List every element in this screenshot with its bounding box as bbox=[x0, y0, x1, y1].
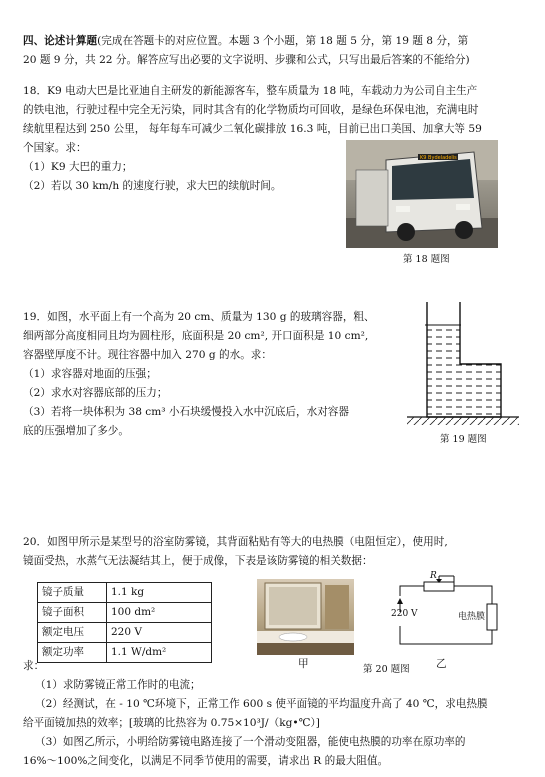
table-cell: 220 V bbox=[107, 623, 212, 643]
mirror-illustration bbox=[257, 579, 354, 655]
q20-ask: 求： bbox=[23, 660, 45, 672]
q19-part-2: （2）求水对容器底部的压力； bbox=[23, 387, 168, 399]
q18-line-1: 18．K9 电动大巴是比亚迪自主研发的新能源客车，整车质量为 18 吨，车载动力为公司自主生产 bbox=[23, 85, 478, 97]
table-row bbox=[38, 583, 212, 603]
table-cell: 额定功率 bbox=[38, 643, 107, 663]
q19-part-3: （3）若将一块体积为 38 cm³ 小石块缓慢投入水中沉底后，水对容器 bbox=[23, 406, 349, 418]
bus-illustration bbox=[346, 140, 498, 248]
table-cell: 100 dm² bbox=[107, 603, 212, 623]
heating-film-resistor bbox=[487, 604, 497, 630]
q20-caption: 第 20 题图 bbox=[363, 664, 410, 675]
q18-caption: 第 18 题图 bbox=[403, 254, 450, 265]
q18-line-4: 个国家。求： bbox=[23, 142, 87, 154]
table-cell: 1.1 kg bbox=[107, 583, 212, 603]
table-row bbox=[38, 603, 212, 623]
q18-line-3: 续航里程达到 250 公里， 每年每车可减少二氧化碳排放 16.3 吨，目前已出口美国、加拿大等 59 bbox=[23, 123, 482, 135]
table-cell: 镜子质量 bbox=[38, 583, 107, 603]
q19-line-3: 容器壁厚度不计。现往容器中加入 270 g 的水。求： bbox=[23, 349, 272, 361]
q20-line-1: 20．如图甲所示是某型号的浴室防雾镜，其背面粘贴有等大的电热膜（电阻恒定），使用时, bbox=[23, 536, 448, 548]
q20-part-2b: 给平面镜加热的效率；[玻璃的比热容为 0.75×10³J/（kg•℃）] bbox=[23, 717, 320, 729]
table-row bbox=[38, 643, 212, 663]
bus-sign-text: K9 Bydeladelis bbox=[420, 155, 457, 161]
q20-part-3a: （3）如图乙所示，小明给防雾镜电路连接了一个滑动变阻器，能使电热膜的功率在原功率的 bbox=[35, 736, 466, 748]
q20-mirror-photo bbox=[257, 579, 354, 655]
section-header bbox=[23, 32, 468, 51]
section-instructions-2: 20 题 9 分，共 22 分。解答应写出必要的文字说明、步骤和公式，只写出最后答案的不能给分) bbox=[23, 54, 470, 66]
table-row bbox=[38, 623, 212, 643]
rheostat-resistor bbox=[424, 582, 454, 591]
q19-part-3-cont: 底的压强增加了多少。 bbox=[23, 425, 129, 437]
q19-line-2: 细两部分高度相同且均为圆柱形，底面积是 20 cm², 开口面积是 10 cm², bbox=[23, 330, 369, 342]
q18-bus-photo bbox=[346, 140, 498, 248]
q20-part-1: （1）求防雾镜正常工作时的电流； bbox=[35, 679, 201, 691]
q20-part-3b: 16%～100%之间变化，以满足不同季节使用的需要，请求出 R 的最大阻值。 bbox=[23, 755, 389, 767]
table-cell: 镜子面积 bbox=[38, 603, 107, 623]
q20-fig-b-label: 乙 bbox=[436, 658, 447, 670]
q19-line-1: 19．如图，水平面上有一个高为 20 cm、质量为 130 g 的玻璃容器，粗、 bbox=[23, 311, 375, 323]
circuit-label-film: 电热膜 bbox=[458, 612, 486, 622]
q20-fig-a-label: 甲 bbox=[298, 658, 309, 670]
q18-part-1: （1）K9 大巴的重力； bbox=[23, 161, 133, 173]
section-instructions-1: (完成在答题卡的对应位置。本题 3 个小题，第 18 题 5 分，第 19 题 8 分，第 bbox=[97, 35, 469, 47]
q19-container-diagram bbox=[395, 292, 525, 432]
q18-part-2: （2）若以 30 km/h 的速度行驶，求大巴的续航时间。 bbox=[23, 180, 282, 192]
q18-line-2: 的铁电池，行驶过程中完全无污染，同时其含有的化学物质均可回收，是绿色环保电池，充满电时 bbox=[23, 104, 479, 116]
circuit-label-r: R bbox=[430, 571, 437, 581]
table-cell: 额定电压 bbox=[38, 623, 107, 643]
q19-part-1: （1）求容器对地面的压强； bbox=[23, 368, 157, 380]
q19-caption: 第 19 题图 bbox=[440, 434, 487, 445]
circuit-label-voltage: 220 V bbox=[391, 609, 418, 619]
q20-line-2: 镜面受热，水蒸气无法凝结其上，便于成像，下表是该防雾镜的相关数据： bbox=[23, 555, 373, 567]
q20-part-2a: （2）经测试，在 - 10 ℃环境下，正常工作 600 s 使平面镜的平均温度升高了 40 ℃，求电热膜 bbox=[35, 698, 488, 710]
table-cell: 1.1 W/dm² bbox=[107, 643, 212, 663]
section-title: 四、论述计算题 bbox=[23, 35, 98, 47]
q20-spec-table bbox=[37, 582, 212, 663]
